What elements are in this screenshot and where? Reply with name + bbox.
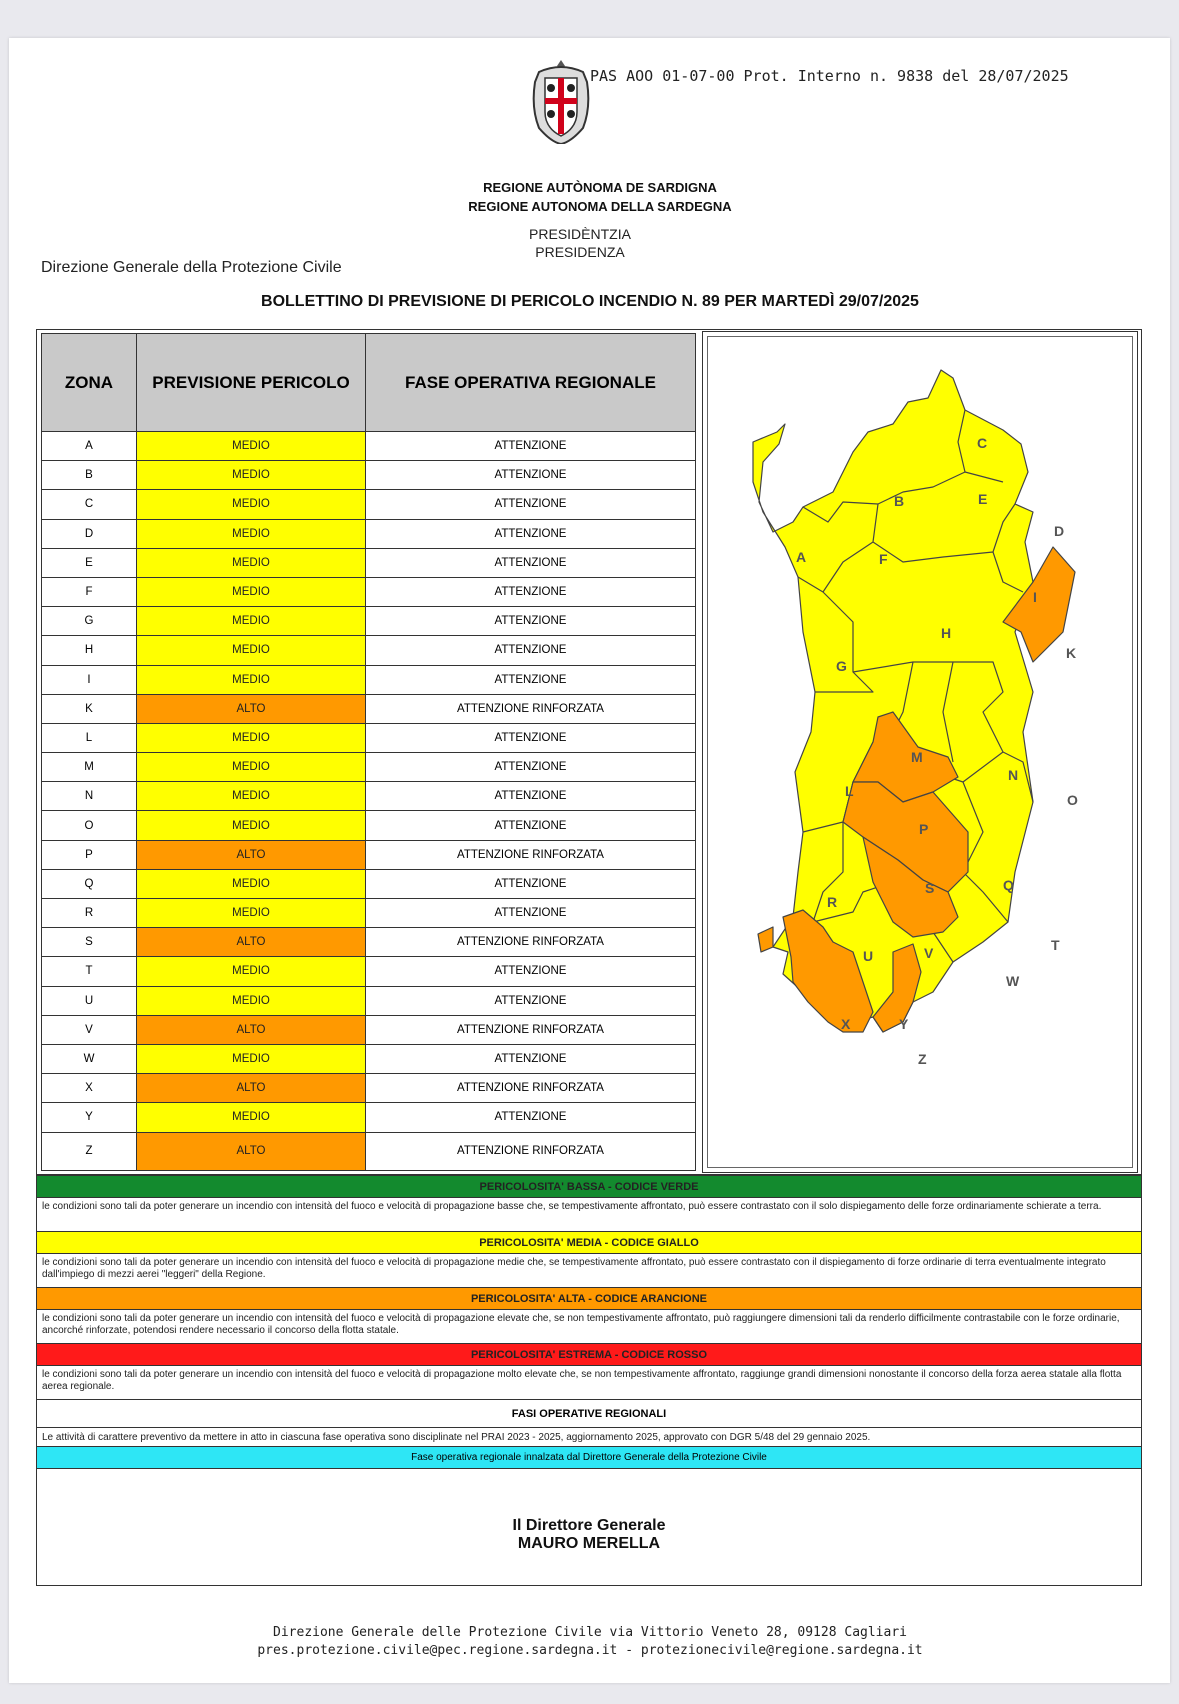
hazard-level-cell: MEDIO <box>137 1103 366 1132</box>
hazard-legend <box>36 1175 1142 1586</box>
operational-phase-cell: ATTENZIONE RINFORZATA <box>366 694 696 723</box>
legend-media-text: le condizioni sono tali da poter generare un incendio con intensità del fuoco e velocità di propagazione medie che, se tempestivamente affrontato, può essere contrastato con il dispiegamento di forze ordinarie di terra eventualmente integrato dall'impiego di mezzi aerei "leggeri" della Regione. <box>37 1254 1141 1288</box>
map-zone-label-h: H <box>941 625 952 641</box>
zone-cell: Y <box>42 1103 137 1132</box>
hazard-level-cell: MEDIO <box>137 782 366 811</box>
table-row <box>42 519 696 548</box>
zone-cell: W <box>42 1044 137 1073</box>
table-row <box>42 1015 696 1044</box>
operational-phase-cell: ATTENZIONE <box>366 607 696 636</box>
map-zone-label-b: B <box>894 493 905 509</box>
map-zone-label-f: F <box>879 551 888 567</box>
signature-role: Il Direttore Generale <box>512 1517 666 1534</box>
legend-alta-header: PERICOLOSITA' ALTA - CODICE ARANCIONE <box>37 1288 1141 1310</box>
map-zone-label-l: L <box>845 783 854 799</box>
table-row <box>42 607 696 636</box>
region-name-italian: REGIONE AUTONOMA DELLA SARDEGNA <box>468 199 732 214</box>
legend-estrema-header: PERICOLOSITA' ESTREMA - CODICE ROSSO <box>37 1344 1141 1366</box>
legend-bassa-header: PERICOLOSITA' BASSA - CODICE VERDE <box>37 1176 1141 1198</box>
zone-cell: F <box>42 577 137 606</box>
zone-cell: Q <box>42 869 137 898</box>
operational-phase-cell: ATTENZIONE <box>366 811 696 840</box>
zone-cell: G <box>42 607 137 636</box>
hazard-level-cell: ALTO <box>137 1132 366 1170</box>
operational-phase-cell: ATTENZIONE <box>366 986 696 1015</box>
map-zone-label-e: E <box>978 491 988 507</box>
map-zone-label-k: K <box>1066 645 1077 661</box>
legend-fasi-header: FASI OPERATIVE REGIONALI <box>37 1400 1141 1428</box>
table-row <box>42 665 696 694</box>
operational-phase-cell: ATTENZIONE RINFORZATA <box>366 1132 696 1170</box>
map-zone-label-p: P <box>919 821 929 837</box>
operational-phase-cell: ATTENZIONE RINFORZATA <box>366 840 696 869</box>
hazard-level-cell: MEDIO <box>137 432 366 461</box>
hazard-level-cell: MEDIO <box>137 811 366 840</box>
operational-phase-cell: ATTENZIONE <box>366 432 696 461</box>
table-row <box>42 1103 696 1132</box>
column-header-fase: FASE OPERATIVA REGIONALE <box>366 334 696 432</box>
table-row <box>42 723 696 752</box>
protocol-number: PAS AOO 01-07-00 Prot. Interno n. 9838 del 28/07/2025 <box>590 67 1069 85</box>
zone-cell: E <box>42 548 137 577</box>
operational-phase-cell: ATTENZIONE <box>366 1044 696 1073</box>
presidency-sardinian: PRESIDÈNTZIA <box>529 226 631 242</box>
operational-phase-cell: ATTENZIONE <box>366 1103 696 1132</box>
hazard-level-cell: MEDIO <box>137 490 366 519</box>
table-row <box>42 1132 696 1170</box>
hazard-level-cell: ALTO <box>137 1015 366 1044</box>
legend-fasi-text: Le attività di carattere preventivo da mettere in atto in ciascuna fase operativa sono disciplinate nel PRAI 2023 - 2025, aggiornamento 2025, approvato con DGR 5/48 del 29 gennaio 2025. <box>37 1428 1141 1447</box>
map-zone-label-t: T <box>1051 937 1060 953</box>
map-zone-label-y: Y <box>899 1016 909 1032</box>
zone-cell: K <box>42 694 137 723</box>
zone-cell: I <box>42 665 137 694</box>
zones-table <box>41 333 696 1171</box>
legend-estrema-text: le condizioni sono tali da poter generare un incendio con intensità del fuoco e velocità di propagazione molto elevate che, se non tempestivamente affrontato, raggiunge grandi dimensioni nonostante il concorso della forza aerea statale alla flotta aerea regionale. <box>37 1366 1141 1400</box>
zone-cell: H <box>42 636 137 665</box>
hazard-level-cell: MEDIO <box>137 636 366 665</box>
table-row <box>42 811 696 840</box>
operational-phase-cell: ATTENZIONE <box>366 490 696 519</box>
zone-cell: O <box>42 811 137 840</box>
operational-phase-cell: ATTENZIONE <box>366 577 696 606</box>
table-row <box>42 636 696 665</box>
table-row <box>42 840 696 869</box>
operational-phase-cell: ATTENZIONE <box>366 869 696 898</box>
map-zone-label-n: N <box>1008 767 1019 783</box>
hazard-level-cell: MEDIO <box>137 957 366 986</box>
footer-address: Direzione Generale delle Protezione Civile via Vittorio Veneto 28, 09128 Cagliari <box>273 1625 907 1640</box>
map-zone-label-r: R <box>827 894 838 910</box>
column-header-previsione: PREVISIONE PERICOLO <box>137 334 366 432</box>
hazard-level-cell: MEDIO <box>137 869 366 898</box>
table-row <box>42 782 696 811</box>
operational-phase-cell: ATTENZIONE RINFORZATA <box>366 1015 696 1044</box>
map-zone-label-x: X <box>841 1016 851 1032</box>
operational-phase-cell: ATTENZIONE <box>366 723 696 752</box>
hazard-level-cell: MEDIO <box>137 519 366 548</box>
zone-cell: U <box>42 986 137 1015</box>
operational-phase-cell: ATTENZIONE <box>366 899 696 928</box>
hazard-level-cell: ALTO <box>137 694 366 723</box>
hazard-level-cell: MEDIO <box>137 461 366 490</box>
table-row <box>42 1074 696 1103</box>
footer-emails: pres.protezione.civile@pec.regione.sardegna.it - protezionecivile@regione.sardegna.it <box>257 1643 923 1658</box>
legend-alta-text: le condizioni sono tali da poter generare un incendio con intensità del fuoco e velocità di propagazione elevate che, se non tempestivamente affrontato, può raggiungere dimensioni tali da renderlo difficilmente contrastabile con le forze ordinarie, ancorché rinforzate, potendosi rendere necessario il concorso della flotta statale. <box>37 1310 1141 1344</box>
zone-cell: Z <box>42 1132 137 1170</box>
operational-phase-cell: ATTENZIONE <box>366 548 696 577</box>
table-row <box>42 694 696 723</box>
map-zone-label-o: O <box>1067 792 1078 808</box>
zone-cell: B <box>42 461 137 490</box>
zone-cell: L <box>42 723 137 752</box>
map-zone-label-i: I <box>1033 589 1037 605</box>
operational-phase-cell: ATTENZIONE <box>366 665 696 694</box>
legend-fase-innalzata: Fase operativa regionale innalzata dal Direttore Generale della Protezione Civile <box>37 1447 1141 1469</box>
map-zone-label-u: U <box>863 948 874 964</box>
hazard-level-cell: MEDIO <box>137 753 366 782</box>
zone-cell: D <box>42 519 137 548</box>
legend-bassa-text: le condizioni sono tali da poter generare un incendio con intensità del fuoco e velocità di propagazione basse che, se tempestivamente affrontato, può essere contrastato con il solo dispiegamento delle forze ordinariamente schierate a terra. <box>37 1198 1141 1232</box>
hazard-level-cell: ALTO <box>137 1074 366 1103</box>
operational-phase-cell: ATTENZIONE <box>366 636 696 665</box>
hazard-level-cell: MEDIO <box>137 986 366 1015</box>
hazard-level-cell: ALTO <box>137 928 366 957</box>
map-zone-label-a: A <box>796 549 807 565</box>
hazard-level-cell: MEDIO <box>137 899 366 928</box>
table-row <box>42 753 696 782</box>
map-zone-label-v: V <box>924 945 934 961</box>
map-islet-sx <box>758 927 773 952</box>
zone-cell: C <box>42 490 137 519</box>
zone-cell: P <box>42 840 137 869</box>
operational-phase-cell: ATTENZIONE <box>366 957 696 986</box>
presidency-italian: PRESIDENZA <box>535 244 625 260</box>
table-row <box>42 432 696 461</box>
table-row <box>42 490 696 519</box>
hazard-level-cell: MEDIO <box>137 723 366 752</box>
table-row <box>42 548 696 577</box>
operational-phase-cell: ATTENZIONE <box>366 753 696 782</box>
table-row <box>42 928 696 957</box>
sardinia-map-panel <box>702 331 1138 1173</box>
map-zone-label-d: D <box>1054 523 1065 539</box>
column-header-zona: ZONA <box>42 334 137 432</box>
table-row <box>42 869 696 898</box>
hazard-level-cell: MEDIO <box>137 548 366 577</box>
zone-cell: T <box>42 957 137 986</box>
map-zone-label-w: W <box>1006 973 1020 989</box>
operational-phase-cell: ATTENZIONE RINFORZATA <box>366 1074 696 1103</box>
table-row <box>42 1044 696 1073</box>
table-row <box>42 986 696 1015</box>
coat-of-arms-logo <box>525 58 597 144</box>
map-zone-label-m: M <box>911 749 923 765</box>
signature-name: MAURO MERELLA <box>517 1535 661 1552</box>
region-name-sardinian: REGIONE AUTÒNOMA DE SARDIGNA <box>483 180 717 195</box>
hazard-level-cell: MEDIO <box>137 1044 366 1073</box>
map-zone-label-z: Z <box>918 1051 927 1067</box>
map-zone-label-s: S <box>925 880 935 896</box>
hazard-level-cell: MEDIO <box>137 577 366 606</box>
operational-phase-cell: ATTENZIONE <box>366 519 696 548</box>
zone-cell: X <box>42 1074 137 1103</box>
signature-block <box>37 1469 1141 1585</box>
operational-phase-cell: ATTENZIONE <box>366 782 696 811</box>
legend-media-header: PERICOLOSITA' MEDIA - CODICE GIALLO <box>37 1232 1141 1254</box>
zone-cell: S <box>42 928 137 957</box>
zone-cell: N <box>42 782 137 811</box>
zone-cell: V <box>42 1015 137 1044</box>
hazard-level-cell: MEDIO <box>137 607 366 636</box>
table-row <box>42 957 696 986</box>
zone-cell: M <box>42 753 137 782</box>
department-name: Direzione Generale della Protezione Civile <box>41 259 342 276</box>
hazard-level-cell: ALTO <box>137 840 366 869</box>
map-zone-label-c: C <box>977 435 988 451</box>
bulletin-title: BOLLETTINO DI PREVISIONE DI PERICOLO INCENDIO N. 89 PER MARTEDÌ 29/07/2025 <box>261 293 919 310</box>
sardinia-zone-map <box>703 332 1139 1174</box>
table-row <box>42 899 696 928</box>
table-row <box>42 461 696 490</box>
table-row <box>42 577 696 606</box>
operational-phase-cell: ATTENZIONE RINFORZATA <box>366 928 696 957</box>
table-header-row <box>42 334 696 432</box>
operational-phase-cell: ATTENZIONE <box>366 461 696 490</box>
map-zone-label-q: Q <box>1003 877 1014 893</box>
zone-cell: R <box>42 899 137 928</box>
zone-cell: A <box>42 432 137 461</box>
map-zone-label-g: G <box>836 658 847 674</box>
hazard-level-cell: MEDIO <box>137 665 366 694</box>
